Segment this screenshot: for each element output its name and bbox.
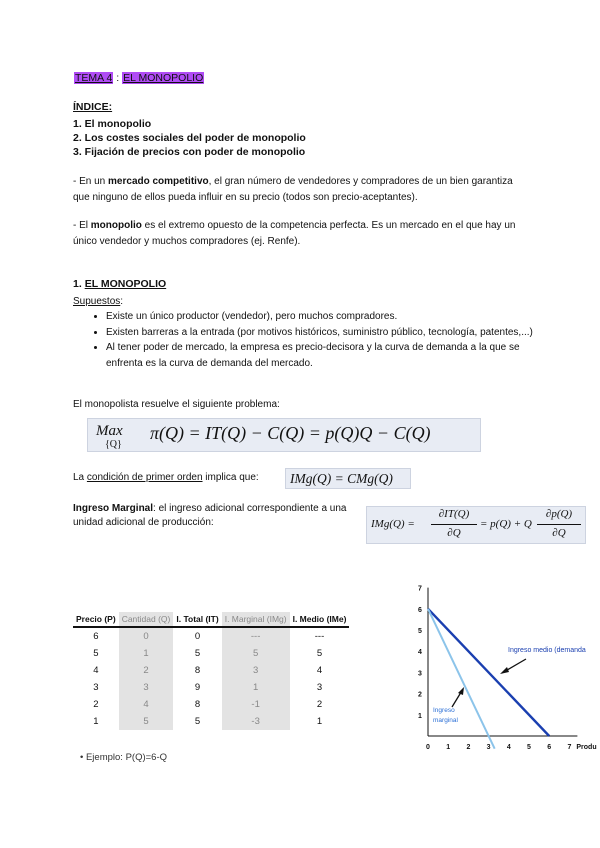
table-row [73,713,349,730]
x-tick-label: 1 [446,744,451,751]
formula-max-sub: {Q} [105,439,122,450]
marginal-revenue-line [428,609,495,749]
f3-den1: ∂Q [447,527,461,539]
table-cell: 3 [222,662,290,679]
table-cell: -3 [222,713,290,730]
list-item: • Existen barreras a la entrada (por motivos históricos, suministro público, tecnología, patentes,...) [106,325,546,341]
x-tick-label: 2 [466,744,471,751]
f3-mid: = p(Q) + Q [480,518,532,530]
revenue-table [73,612,349,730]
table-row [73,696,349,713]
y-tick-label: 7 [418,585,422,593]
table-row [73,662,349,679]
x-tick-label: 6 [547,744,552,751]
cond-text: La [73,472,87,483]
intro-text: - El [73,220,91,231]
y-tick-label: 5 [418,628,422,635]
table-cell: 2 [93,699,99,710]
table-cell: 5 [194,716,201,727]
page-title [74,72,204,84]
im-text: : el ingreso adicional correspondiente a una unidad adicional de producción: [73,503,347,528]
intro-paragraph-2 [73,218,528,250]
title-sep: : [113,72,123,84]
title-name: EL MONOPOLIO [123,72,204,84]
table-header: Precio (P) [73,612,119,627]
table-cell: 8 [194,699,201,710]
intro-bold: mercado competitivo [108,176,209,187]
formula-body: π(Q) = IT(Q) − C(Q) = p(Q)Q − C(Q) [150,423,431,443]
table-cell: 5 [119,713,174,730]
f3-num2: ∂p(Q) [545,508,573,520]
marginal-revenue-formula [366,506,586,544]
table-cell: 2 [316,699,323,710]
table-cell: 1 [119,645,174,662]
section-number: 1. [73,278,85,290]
x-tick-label: 5 [527,744,531,751]
y-tick-label: 3 [418,670,422,678]
table-cell: 6 [93,631,99,642]
intro-text: es el extremo opuesto de la competencia perfecta. Es un mercado en el que hay un único vendedor y muchos compradores (ej. Renfe). [73,220,516,247]
table-cell: 5 [93,648,99,659]
x-tick-label: 4 [506,744,511,751]
problem-text: El monopolista resuelve el siguiente problema: [73,399,280,410]
chart-labels [418,586,597,751]
revenue-chart [400,577,600,752]
demand-annotation: Ingreso medio (demanda [508,647,586,654]
cond-text: implica que: [202,472,259,483]
table-header: I. Total (IT) [173,612,221,627]
index-item: 3. Fijación de precios con poder de monopolio [73,146,306,158]
x-tick-label: 0 [426,744,430,751]
supuestos-colon: : [120,296,124,307]
intro-text: , el gran número de vendedores y compradores de un bien garantiza que ninguno de ellos pueda influir en su precio (todos son precio-aceptantes). [73,176,513,203]
y-tick-label: 4 [418,649,422,657]
table-cell: 3 [93,682,99,693]
table-cell: 1 [93,716,99,727]
table-row [73,645,349,662]
table-cell: 4 [316,665,323,676]
table-cell: 2 [119,662,174,679]
index-heading: ÍNDICE: [73,101,113,113]
table-cell: 0 [194,631,201,642]
table-cell: 0 [119,627,174,645]
marginal-annotation: marginal [433,717,458,724]
y-tick-label: 2 [418,691,422,699]
section-heading [73,278,166,290]
table-cell: 5 [194,648,201,659]
table-cell: 5 [222,645,290,662]
table-cell: 1 [316,716,323,727]
assumptions-list [90,309,546,371]
cond-underlined: condición de primer orden [86,472,203,483]
profit-formula [87,418,481,452]
table-header: Cantidad (Q) [119,612,174,627]
index-item: 2. Los costes sociales del poder de monopolio [73,132,306,144]
x-tick-label: 7 [567,744,572,751]
intro-paragraph-1 [73,174,528,206]
table-header: I. Medio (IMe) [290,612,350,627]
table-row [73,679,349,696]
y-tick-label: 1 [418,712,422,720]
table-cell: 4 [93,665,99,676]
table-cell: 3 [316,682,323,693]
marginal-annotation: Ingreso [433,707,455,714]
supuestos-label [73,296,123,307]
supuestos-text: Supuestos [73,296,121,307]
demand-arrowhead [500,667,509,674]
intro-text: - En un [73,176,109,187]
table-cell: --- [222,627,290,645]
table-row [73,627,349,645]
table-header: I. Marginal (IMg) [222,612,290,627]
table-cell: 8 [194,665,201,676]
table-cell: --- [314,631,325,642]
y-tick-label: 6 [418,606,422,614]
section-title: EL MONOPOLIO [84,278,167,290]
table-cell: 1 [222,679,290,696]
x-tick-label: 3 [486,744,491,751]
list-item: • Al tener poder de mercado, la empresa es precio-decisora y la curva de demanda a la que se enfrenta es la curva de demanda del mercado. [106,340,546,371]
table-header-row [73,612,349,627]
foc-formula: IMg(Q) = CMg(Q) [285,468,411,489]
f3-fraction-bar [431,524,477,525]
intro-bold: monopolio [90,220,142,231]
marginal-revenue-text [73,502,363,530]
table-cell: 5 [316,648,323,659]
formula-max: Max [96,423,123,439]
f3-num1: ∂IT(Q) [438,508,470,520]
x-axis-label: Produ [576,744,597,751]
index-item: 1. El monopolio [73,118,152,130]
list-item: • Existe un único productor (vendedor), pero muchos compradores. [106,309,546,325]
f3-lhs: IMg(Q) = [371,518,415,530]
f3-fraction-bar [537,524,581,525]
im-bold: Ingreso Marginal [73,503,154,514]
f3-den2: ∂Q [552,527,566,539]
table-cell: 9 [194,682,201,693]
table-cell: -1 [222,696,290,713]
chart-lines [428,609,552,751]
table-cell: 3 [119,679,174,696]
marginal-arrowhead [458,687,464,695]
table-cell: 4 [119,696,174,713]
index-list [73,117,306,159]
example-note: • Ejemplo: P(Q)=6-Q [80,752,168,763]
first-order-condition-text [73,472,259,483]
title-label: TEMA 4 [75,72,113,84]
